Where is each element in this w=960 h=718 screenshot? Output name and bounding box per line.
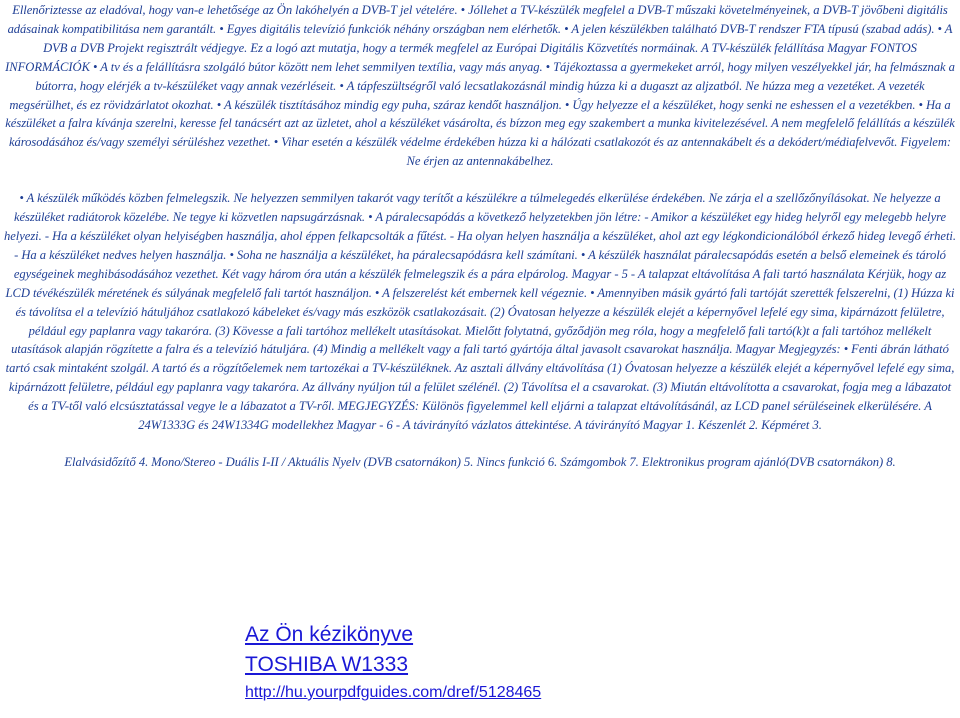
manual-links (245, 620, 541, 706)
url-link[interactable]: http://hu.yourpdfguides.com/dref/5128465 (245, 684, 542, 701)
paragraph-gap (0, 435, 960, 452)
paragraph-operation-mounting: • A készülék működés közben felmelegszik. Ne helyezzen semmilyen takarót vagy terítőt a készülékre a túlmelegedés elkerülése érdekében. Ne zárja el a szellőzőnyílásokat. Ne helyezze a készüléket radiátorok közelébe. Ne tegye ki közvetlen napsugárzásnak. • A páralecsapódás a következő helyzetekben jön létre: - Amikor a készüléket egy hideg helyről egy melegebb helyre helyezi. - Ha a készüléket olyan helyiségben használja, ahol éppen felkapcsolták a fűtést. - Ha olyan helyen használja a készüléket, ahol azt egy légkondicionálóból érkező hideg levegő érheti. - Ha a készüléket nedves helyen használja. • Soha ne használja a készüléket, ha páralecsapódásra kell számítani. • A készülék használat páralecsapódás esetén a belső elemeinek és tároló egységeinek meghibásodásához vezethet. Két vagy három óra után a készülék felmelegszik és a pára elpárolog. Magyar - 5 - A talapzat eltávolítása A fali tartó használata Kérjük, hogy az LCD tévékészülék méretének és súlyának megfelelő fali tartót használjon. • A felszerelést két embernek kell végeznie. • Amennyiben másik gyártó fali tartóját szerették felszerelni, (1) Húzza ki és távolítsa el a televízió hátuljához csatlakozó kábeleket és/vagy más eszközök csatlakozásait. (2) Óvatosan helyezze a készülék elejét a képernyővel lefelé egy sima, kipárnázott felületre, például egy paplanra vagy takaróra. (3) Kövesse a fali tartóhoz mellékelt utasításokat. Mielőtt folytatná, győződjön meg róla, hogy a megfelelő fali tartó(k)t a fali tartóhoz mellékelt utasítások alapján rögzítette a falra és a televízió hátuljára. (4) Mindig a mellékelt vagy a fali tartó gyártója által javasolt csavarokat használja. Magyar Megjegyzés: • Fenti ábrán látható tartó csak mintaként szolgál. A tartó és a rögzítőelemek nem tartozékai a TV-készüléknek. Az asztali állvány eltávolítása (1) Óvatosan helyezze a készülék elejét a képernyővel lefelé egy sima, kipárnázott felületre, például egy paplanra vagy takaróra. Az állvány nyúljon túl a felület szélénél. (2) Távolítsa el a csavarokat. (3) Miután eltávolította a csavarokat, fogja meg a lábazatot és a TV-től való elcsúsztatással vegye le a lábazatot a TV-ről. MEGJEGYZÉS: Különös figyelemmel kell eljárni a talapzat eltávolításánál, az LCD panel sérüléseinek elkerülésére. A 24W1333G és 24W1334G modellekhez Magyar - 6 - A távirányító vázlatos áttekintése. A távirányító Magyar 1. Készenlét 2. Képméret 3. (4, 191, 956, 433)
paragraph-setup-info: Ellenőriztesse az eladóval, hogy van-e lehetősége az Ön lakóhelyén a DVB-T jel vételére. • Jóllehet a TV-készülék megfelel a DVB-T műszaki követelményeinek, a DVB-T jövőbeni digitális adásainak kompatibilitása nem garantált. • Egyes digitális televízió funkciók néhány országban nem elérhetők. • A jelen készülékben található DVB-T rendszer FTA típusú (szabad adás). • A DVB a DVB Projekt regisztrált védjegye. Ez a logó azt mutatja, hogy a termék megfelel az Európai Digitális Közvetítés normáinak. A TV-készülék felállítása Magyar FONTOS INFORMÁCIÓK • A tv és a felállításra szolgáló bútor között nem lehet semmilyen textília, vagy más anyag. • Tájékoztassa a gyermekeket arról, hogy milyen veszélyekkel jár, ha felmásznak a bútorra, hogy elérjék a tv-készüléket vagy annak vezérléseit. • A tápfeszültségről való lecsatlakozásnál mindig húzza ki a dugaszt az aljzatból. Ne húzza meg a vezetéket. A vezeték megsérülhet, és ez rövidzárlatot okozhat. • A készülék tisztításához mindig egy puha, száraz kendőt használjon. • Úgy helyezze el a készüléket, hogy senki ne eshessen el a vezetékben. • Ha a készüléket a falra kívánja szerelni, keresse fel tanácsért azt az üzletet, ahol a készüléket vásárolta, és bízzon meg egy szakembert a munka kivitelezésével. A nem megfelelő felállítás a készülék károsodásához és/vagy személyi sérüléshez vezethet. • Vihar esetén a készülék védelme érdekében húzza ki a hálózati csatlakozót és az antennakábelt és a dekódert/médiafelvevőt. Figyelem: Ne érjen az antennakábelhez. (5, 3, 955, 169)
paragraph-gap (0, 171, 960, 188)
paragraph-remote-buttons: Elalvásidőzítő 4. Mono/Stereo - Duális I-II / Aktuális Nyelv (DVB csatornákon) 5. Nincs funkció 6. Számgombok 7. Elektronikus program ajánló(DVB csatornákon) 8. (64, 454, 896, 469)
model-link[interactable]: TOSHIBA W1333 (245, 653, 409, 676)
manual-link[interactable]: Az Ön kézikönyve (245, 623, 414, 646)
